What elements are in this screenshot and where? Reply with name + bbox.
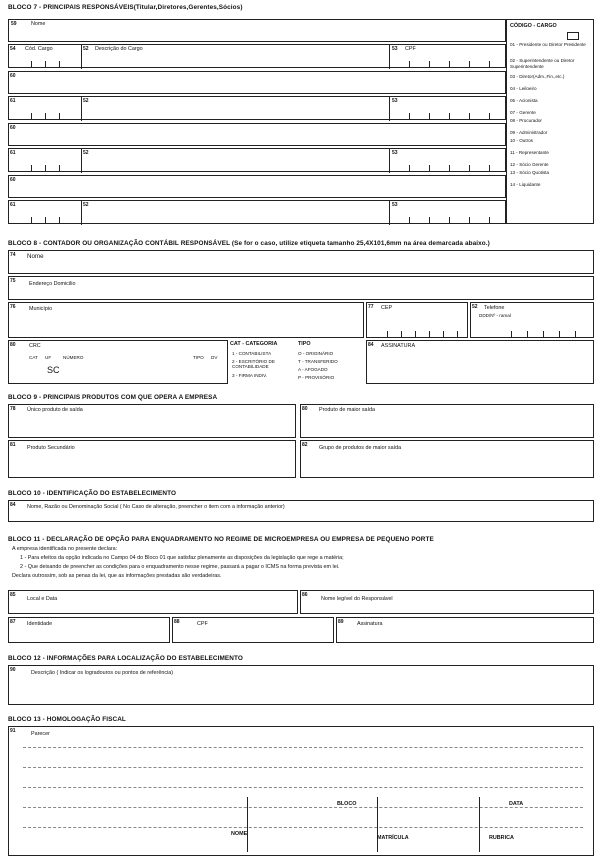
label: Produto Secundário — [27, 445, 75, 451]
row-cpf-num: 53 — [392, 98, 398, 104]
code-item: 11 - Representante — [510, 150, 549, 155]
row-cpf-num: 53 — [392, 150, 398, 156]
decl-line: 2 - Que deixando de preencher as condições para o enquadramento nesse regime, passará a pagar o ICMS na forma prevista em lei. — [20, 564, 340, 570]
block7-title: BLOCO 7 - PRINCIPAIS RESPONSÁVEIS(Titular,Diretores,Gerentes,Sócios) — [8, 4, 243, 11]
divider — [389, 149, 390, 173]
footer-bloco: BLOCO — [337, 801, 357, 807]
sub: TIPO — [193, 355, 204, 360]
label: Nome — [27, 253, 44, 260]
block11-ident-field[interactable] — [8, 617, 170, 643]
divider — [389, 201, 390, 225]
block7-cargo-row-2[interactable] — [8, 96, 506, 120]
num: 87 — [10, 619, 16, 625]
block7-cpf-label: CPF — [405, 46, 416, 52]
block8-crc-field[interactable] — [8, 340, 228, 384]
block7-name-row-2[interactable] — [8, 71, 506, 94]
sub: CAT — [29, 355, 38, 360]
cat-item: 3 - FIRMA INDIV. — [232, 373, 268, 378]
divider — [81, 201, 82, 225]
row-cpf-num: 53 — [392, 202, 398, 208]
code-item: 08 - Procurador — [510, 118, 542, 123]
row-num: 61 — [10, 202, 16, 208]
label: Local e Data — [27, 596, 58, 602]
label: CRC — [29, 343, 41, 349]
block7-desc-label: Descrição do Cargo — [95, 46, 143, 52]
label: Descrição ( Indicar os logradouros ou pontos de referência) — [31, 670, 174, 676]
parecer-line — [23, 747, 583, 748]
cat-item: 1 - CONTABILISTA — [232, 351, 272, 356]
row-num: 60 — [10, 177, 16, 183]
block7-name-label: Nome — [31, 21, 46, 27]
footer-matricula: MATRÍCULA — [377, 835, 409, 841]
parecer-label: Parecer — [31, 731, 50, 737]
decl-line: A empresa identificada no presente declara: — [12, 546, 118, 552]
decl-line: Declara outrossim, sob as penas da lei, que as informações prestadas são verdadeiras. — [12, 573, 222, 579]
num: 52 — [472, 304, 478, 310]
num: 81 — [10, 442, 16, 448]
block9-f1[interactable] — [8, 404, 296, 438]
num: 77 — [368, 304, 374, 310]
block7-name-num: 59 — [11, 21, 17, 27]
label: Município — [29, 306, 53, 312]
num: 84 — [368, 342, 374, 348]
divider — [389, 97, 390, 121]
num: 75 — [10, 278, 16, 284]
block7-name-field[interactable] — [8, 19, 506, 42]
divider — [81, 97, 82, 121]
block8-title: BLOCO 8 - CONTADOR OU ORGANIZAÇÃO CONTÁBIL RESPONSÁVEL (Se for o caso, utilize etiqueta tamanho 25,4X101,6mm na área demarcada abaixo.) — [8, 240, 490, 247]
tipo-item: O - ORIGINÁRIO — [298, 351, 334, 356]
block9-f3[interactable] — [8, 440, 296, 478]
code-item: 10 - Outros — [510, 138, 533, 143]
num: 80 — [10, 342, 16, 348]
divider — [81, 45, 82, 69]
sub: NÚMERO — [63, 355, 84, 360]
codes-title: CÓDIGO - CARGO — [510, 23, 557, 29]
block11-local-field[interactable] — [8, 590, 298, 614]
code-item: 07 - Gerente — [510, 110, 536, 115]
code-item: 01 - Presidente ou Diretor Presidente — [510, 42, 586, 47]
parecer-line — [23, 787, 583, 788]
code-item: 13 - Sócio Quotista — [510, 170, 550, 175]
num: 91 — [10, 728, 16, 734]
label: Nome legível do Responsável — [321, 596, 393, 602]
sub: UF — [45, 355, 52, 360]
code-box[interactable] — [567, 32, 579, 40]
footer-data: DATA — [509, 801, 524, 807]
tipo-item: A - AFOGADO — [298, 367, 328, 372]
num: 76 — [10, 304, 16, 310]
block9-f4[interactable] — [300, 440, 594, 478]
block8-nome-field[interactable] — [8, 250, 594, 274]
label: Grupo de produtos de maior saída — [319, 445, 402, 451]
divider — [389, 45, 390, 69]
num: 82 — [302, 442, 308, 448]
block11-cpf-field[interactable] — [172, 617, 334, 643]
block7-desc-num: 52 — [83, 46, 89, 52]
label: Assinatura — [357, 621, 383, 627]
label: Endereço Domicilio — [29, 281, 76, 287]
block9-title: BLOCO 9 - PRINCIPAIS PRODUTOS COM QUE OPERA A EMPRESA — [8, 394, 218, 401]
block9-f2[interactable] — [300, 404, 594, 438]
block8-telefone-field[interactable] — [470, 302, 594, 338]
parecer-line — [23, 807, 583, 808]
label: Telefone — [484, 305, 505, 311]
row-desc-num: 52 — [83, 150, 89, 156]
block7-codes-panel — [506, 19, 594, 224]
block7-cargo-label: Cód. Cargo — [25, 46, 53, 52]
cat-title: CAT - CATEGORIA — [230, 341, 278, 347]
row-num: 60 — [10, 125, 16, 131]
row-desc-num: 52 — [83, 98, 89, 104]
num: 78 — [10, 406, 16, 412]
num: 85 — [10, 592, 16, 598]
block8-assinatura-field[interactable] — [366, 340, 594, 384]
tipo-item: T - TRANSFERIDO — [298, 359, 338, 364]
code-item: 09 - Administrador — [510, 130, 548, 135]
block10-title: BLOCO 10 - IDENTIFICAÇÃO DO ESTABELECIMENTO — [8, 490, 177, 497]
block8-cat-legend — [230, 340, 300, 384]
divider — [479, 797, 480, 852]
block11-nome-field[interactable] — [300, 590, 594, 614]
sub-label: DDD/Nº - ramal — [479, 313, 511, 318]
label: Identidade — [27, 621, 53, 627]
block7-cargo-num: 54 — [10, 46, 16, 52]
label: Nome, Razão ou Denominação Social ( No Caso de alteração, preencher o item com a informação anterior) — [27, 504, 285, 510]
label: CEP — [381, 305, 393, 311]
row-num: 60 — [10, 73, 16, 79]
block11-title: BLOCO 11 - DECLARAÇÃO DE OPÇÃO PARA ENQUADRAMENTO NO REGIME DE MICROEMPRESA OU EMPRESA DE PEQUENO PORTE — [8, 536, 434, 543]
num: 84 — [10, 502, 16, 508]
block8-tipo-legend — [298, 340, 362, 384]
num: 88 — [174, 619, 180, 625]
row-desc-num: 52 — [83, 202, 89, 208]
num: 86 — [302, 592, 308, 598]
divider — [247, 797, 248, 852]
num: 74 — [10, 252, 16, 258]
cat-item: 2 - ESCRITÓRIO DE CONTABILIDADE — [232, 359, 275, 369]
block10-field[interactable] — [8, 500, 594, 522]
label: ASSINATURA — [381, 343, 416, 349]
code-item: 12 - Sócio Gerente — [510, 162, 549, 167]
block13-title: BLOCO 13 - HOMOLOGAÇÃO FISCAL — [8, 716, 126, 723]
block8-endereco-field[interactable] — [8, 276, 594, 300]
label: CPF — [197, 621, 208, 627]
block13-field[interactable] — [8, 726, 594, 856]
tipo-title: TIPO — [298, 341, 311, 347]
block12-field[interactable] — [8, 665, 594, 705]
code-item: 04 - Leiloeiro — [510, 86, 537, 91]
block7-name-row-3[interactable] — [8, 123, 506, 146]
tipo-item: P - PROVISÓRIO — [298, 375, 335, 380]
code-item: 05 - Acionista — [510, 98, 538, 103]
row-num: 61 — [10, 98, 16, 104]
divider — [81, 149, 82, 173]
block7-cargo-row[interactable] — [8, 44, 506, 68]
code-item: 02 - Superintendente ou Diretor Superintendente — [510, 58, 575, 69]
block8-municipio-field[interactable] — [8, 302, 364, 338]
footer-rubrica: RUBRICA — [489, 835, 514, 841]
block12-title: BLOCO 12 - INFORMAÇÕES PARA LOCALIZAÇÃO DO ESTABELECIMENTO — [8, 655, 243, 662]
footer-nome: NOME — [231, 831, 248, 837]
block7-cpf-num: 53 — [392, 46, 398, 52]
parecer-line — [23, 767, 583, 768]
num: 89 — [338, 619, 344, 625]
decl-line: 1 - Para efeitos da opção indicada no Campo 04 do Bloco 01 que satisfaz plenamente as disposições da legislação que rege a matéria; — [20, 555, 344, 561]
block11-assin-field[interactable] — [336, 617, 594, 643]
code-item: 14 - Liquidante — [510, 182, 541, 187]
block7-cargo-row-4[interactable] — [8, 200, 506, 224]
parecer-line — [23, 827, 583, 828]
block7-cargo-row-3[interactable] — [8, 148, 506, 172]
block8-cep-field[interactable] — [366, 302, 468, 338]
label: Único produto de saída — [27, 407, 83, 413]
label: Produto de maior saída — [319, 407, 376, 413]
sub: DV — [211, 355, 218, 360]
row-num: 61 — [10, 150, 16, 156]
code-item: 03 - Diretor(Adm.,Fin.,etc.) — [510, 74, 565, 79]
crc-uf-value: SC — [47, 365, 60, 375]
divider — [377, 797, 378, 852]
num: 90 — [10, 667, 16, 673]
block7-name-row-4[interactable] — [8, 175, 506, 198]
num: 80 — [302, 406, 308, 412]
